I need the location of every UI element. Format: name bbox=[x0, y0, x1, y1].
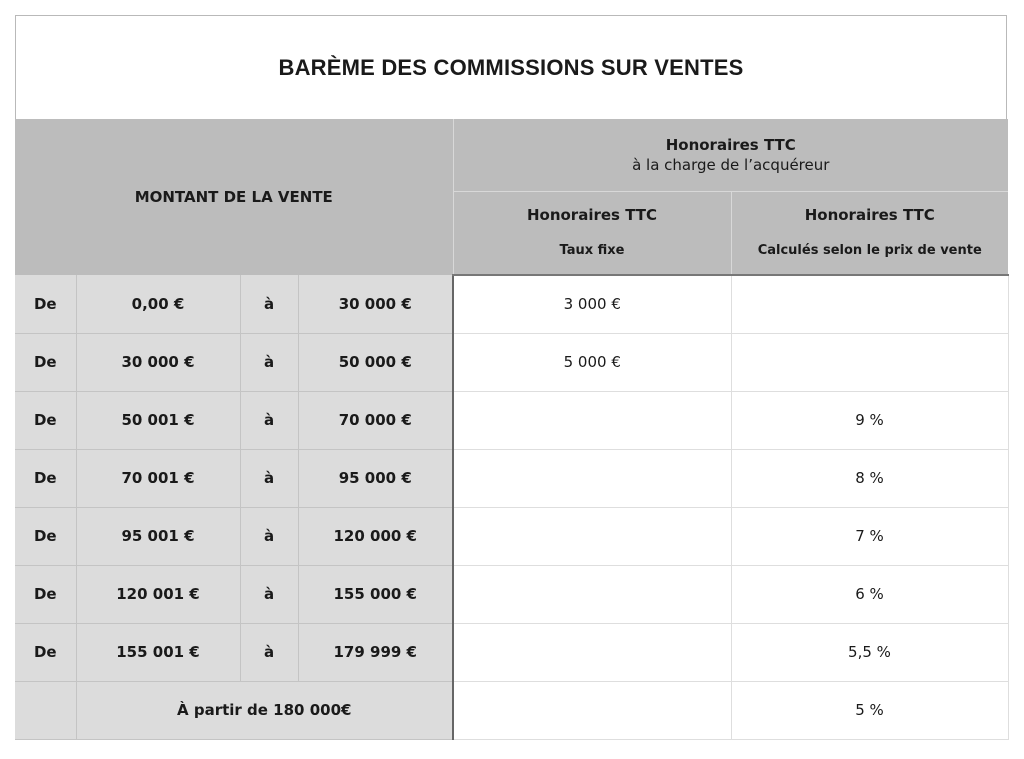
cell-a: à bbox=[240, 565, 298, 623]
cell-a: à bbox=[240, 333, 298, 391]
header-honoraires-line2: à la charge de l’acquéreur bbox=[632, 155, 830, 174]
title-box bbox=[15, 15, 1007, 119]
header-col-fixe-title: Honoraires TTC bbox=[526, 205, 658, 224]
table-row bbox=[15, 623, 1008, 681]
table-row-last bbox=[15, 681, 1008, 739]
cell-fixe bbox=[453, 623, 731, 681]
cell-calc: 9 % bbox=[731, 391, 1008, 449]
table-row bbox=[15, 565, 1008, 623]
cell-fixe: 5 000 € bbox=[453, 333, 731, 391]
cell-de: De bbox=[15, 333, 76, 391]
cell-to: 120 000 € bbox=[298, 507, 453, 565]
header-col-calc bbox=[731, 191, 1008, 275]
cell-fixe bbox=[453, 565, 731, 623]
cell-a-partir: À partir de 180 000€ bbox=[76, 681, 453, 739]
cell-calc: 5,5 % bbox=[731, 623, 1008, 681]
header-honoraires-line1: Honoraires TTC bbox=[665, 135, 796, 154]
cell-fixe bbox=[453, 391, 731, 449]
cell-to: 30 000 € bbox=[298, 275, 453, 333]
table-row bbox=[15, 275, 1008, 333]
cell-de: De bbox=[15, 449, 76, 507]
cell-from: 95 001 € bbox=[76, 507, 240, 565]
commission-table bbox=[15, 119, 1009, 740]
cell-to: 155 000 € bbox=[298, 565, 453, 623]
cell-a: à bbox=[240, 507, 298, 565]
cell-fixe bbox=[453, 449, 731, 507]
cell-from: 155 001 € bbox=[76, 623, 240, 681]
cell-to: 70 000 € bbox=[298, 391, 453, 449]
cell-fixe: 3 000 € bbox=[453, 275, 731, 333]
cell-calc bbox=[731, 333, 1008, 391]
table-row bbox=[15, 449, 1008, 507]
cell-fixe bbox=[453, 681, 731, 739]
cell-from: 70 001 € bbox=[76, 449, 240, 507]
cell-from: 30 000 € bbox=[76, 333, 240, 391]
cell-to: 179 999 € bbox=[298, 623, 453, 681]
cell-de: De bbox=[15, 391, 76, 449]
cell-from: 50 001 € bbox=[76, 391, 240, 449]
cell-calc: 7 % bbox=[731, 507, 1008, 565]
cell-calc: 6 % bbox=[731, 565, 1008, 623]
page-title: BARÈME DES COMMISSIONS SUR VENTES bbox=[278, 54, 744, 80]
header-honoraires bbox=[453, 119, 1008, 191]
table-row bbox=[15, 333, 1008, 391]
cell-de: De bbox=[15, 623, 76, 681]
header-montant: MONTANT DE LA VENTE bbox=[15, 119, 453, 275]
header-col-calc-sub: Calculés selon le prix de vente bbox=[757, 242, 982, 258]
cell-to: 50 000 € bbox=[298, 333, 453, 391]
header-row-1 bbox=[15, 119, 1008, 191]
table-row bbox=[15, 507, 1008, 565]
cell-a: à bbox=[240, 623, 298, 681]
cell-a: à bbox=[240, 391, 298, 449]
header-col-calc-title: Honoraires TTC bbox=[804, 205, 935, 224]
header-col-fixe-sub: Taux fixe bbox=[559, 242, 625, 258]
header-col-fixe bbox=[453, 191, 731, 275]
cell-de: De bbox=[15, 275, 76, 333]
cell-calc bbox=[731, 275, 1008, 333]
cell-empty bbox=[15, 681, 76, 739]
cell-a: à bbox=[240, 275, 298, 333]
cell-de: De bbox=[15, 507, 76, 565]
cell-from: 120 001 € bbox=[76, 565, 240, 623]
cell-a: à bbox=[240, 449, 298, 507]
cell-de: De bbox=[15, 565, 76, 623]
table-row bbox=[15, 391, 1008, 449]
cell-from: 0,00 € bbox=[76, 275, 240, 333]
cell-to: 95 000 € bbox=[298, 449, 453, 507]
cell-calc: 5 % bbox=[731, 681, 1008, 739]
cell-calc: 8 % bbox=[731, 449, 1008, 507]
cell-fixe bbox=[453, 507, 731, 565]
